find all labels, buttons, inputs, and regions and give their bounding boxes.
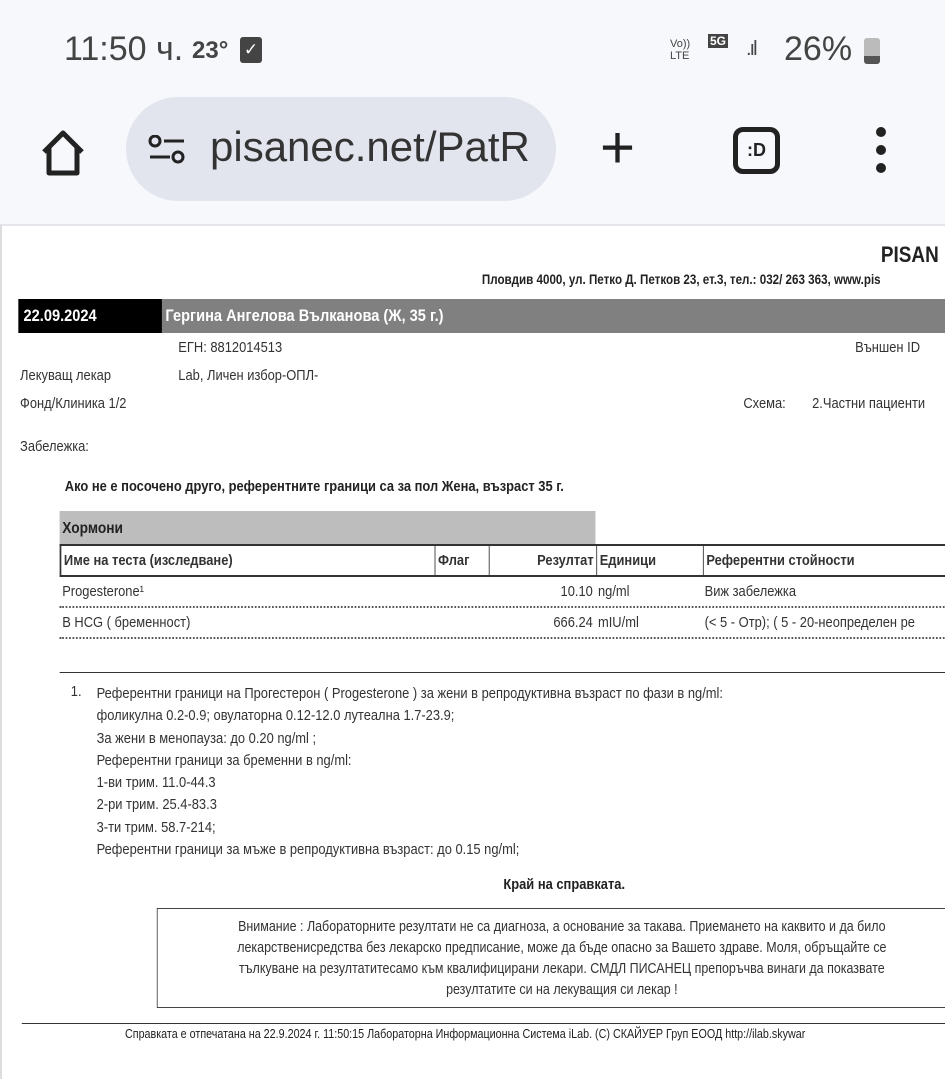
warning-line: Внимание : Лабораторните резултати не са диагноза, а основание за такава. Приемането на каквито и да било — [238, 919, 886, 935]
print-footer: Справката е отпечатана на 22.9.2024 г. 11:50:15 Лабораторна Информационна Система iLab. (C) СКАЙУЕР Груп ЕООД http://ilab.skywar — [124, 1027, 806, 1041]
remark-label: Забележка: — [20, 438, 89, 455]
footnote-line: Референтни граници за мъже в репродуктивна възраст: до 0.15 ng/ml; — [96, 841, 520, 859]
reference-note: Ако не е посочено друго, референтните граници са за пол Жена, възраст 35 г. — [64, 478, 564, 495]
report-date-cell — [18, 299, 162, 333]
section-title: Хормони — [62, 520, 124, 537]
home-icon[interactable] — [38, 128, 88, 178]
footnote-line: 3-ти трим. 58.7-214; — [96, 818, 216, 836]
end-of-report: Край на справката. — [503, 876, 626, 893]
test-units: mIU/ml — [597, 614, 639, 631]
test-name: Progesterone¹ — [62, 583, 144, 600]
scheme-value: 2.Частни пациенти — [812, 395, 926, 412]
column-header-result: Резултат — [490, 546, 598, 575]
web-page — [0, 224, 945, 1079]
battery-icon — [864, 38, 880, 64]
clock: 11:50 ч. — [64, 30, 184, 68]
footnote-number: 1. — [70, 683, 82, 700]
footnote-line: 2-ри трим. 25.4-83.3 — [96, 796, 217, 814]
patient-name: Гергина Ангелова Вълканова (Ж, 35 г.) — [165, 306, 444, 325]
status-bar — [0, 0, 945, 95]
footnote-line: фоликулна 0.2-0.9; овулаторна 0.12-12.0 лутеална 1.7-23.9; — [96, 707, 455, 725]
divider — [60, 672, 945, 673]
test-result: 10.10 — [560, 583, 593, 600]
network-5g-icon: 5G — [710, 34, 727, 48]
new-tab-icon[interactable]: + — [600, 114, 636, 181]
warning-line: резултатите си на лекуващия си лекар ! — [446, 982, 678, 998]
more-menu-icon[interactable] — [870, 125, 892, 175]
footnote-line: Референтни граници за бременни в ng/ml: — [96, 751, 352, 769]
test-reference: Виж забележка — [704, 583, 797, 600]
column-header-flag: Флаг — [435, 546, 489, 575]
url-text[interactable]: pisanec.net/PatR — [210, 123, 530, 170]
test-flag — [434, 577, 488, 606]
external-id-label: Външен ID — [855, 339, 921, 356]
warning-line: тълкуване на резултатитесамо към квалифицирани лекари. СМДЛ ПИСАНЕЦ препоръчва винаги да показвате — [239, 961, 885, 977]
footer-divider — [22, 1023, 945, 1024]
address-bar[interactable] — [126, 97, 556, 201]
table-row — [60, 608, 945, 639]
footnote — [97, 683, 723, 861]
table-header — [60, 544, 945, 577]
doctor-value: Lab, Личен избор-ОПЛ- — [178, 367, 319, 384]
column-header-name: Име на теста (изследване) — [61, 546, 435, 575]
lab-name: PISAN — [880, 242, 939, 267]
column-header-reference: Референтни стойности — [706, 552, 855, 569]
test-units: ng/ml — [597, 583, 630, 600]
signal-icon: .ıl — [746, 38, 756, 60]
browser-toolbar — [0, 95, 945, 220]
report-date: 22.09.2024 — [23, 306, 97, 325]
footnote-line: За жени в менопауза: до 0.20 ng/ml ; — [96, 729, 317, 747]
footnote-line: Референтни граници на Прогестерон ( Progesterone ) за жени в репродуктивна възраст по фази в ng/ml: — [96, 685, 723, 702]
footnote-line: 1-ви трим. 11.0-44.3 — [96, 774, 216, 792]
tab-switcher-button[interactable]: :D — [733, 127, 780, 174]
warning-line: лекарственисредства без лекарско предписание, може да бъде опасно за Вашето здраве. Моля, обръщайте се — [237, 940, 887, 956]
scheme-label: Схема: — [743, 395, 786, 412]
test-result: 666.24 — [553, 614, 593, 631]
volte-icon: Vo)) LTE — [670, 38, 691, 62]
fund-label: Фонд/Клиника 1/2 — [20, 395, 127, 412]
check-notification-icon: ✓ — [240, 37, 262, 63]
test-reference: (< 5 - Отр); ( 5 - 20-неопределен ре — [704, 614, 915, 631]
column-header-units: Единици — [597, 546, 704, 575]
warning-box — [157, 908, 945, 1008]
patient-bar — [162, 299, 945, 333]
doctor-label: Лекуващ лекар — [20, 367, 112, 384]
test-flag — [434, 608, 488, 637]
weather-temperature: 23° — [192, 37, 229, 64]
battery-percent: 26% — [784, 30, 853, 68]
test-name: B HCG ( бременност) — [62, 614, 191, 631]
section-header — [60, 511, 596, 544]
table-row — [60, 577, 945, 608]
egn: ЕГН: 8812014513 — [178, 339, 283, 356]
site-settings-icon[interactable] — [148, 135, 188, 165]
lab-address: Пловдив 4000, ул. Петко Д. Петков 23, ет.3, тел.: 032/ 263 363, www.pis — [481, 272, 881, 287]
